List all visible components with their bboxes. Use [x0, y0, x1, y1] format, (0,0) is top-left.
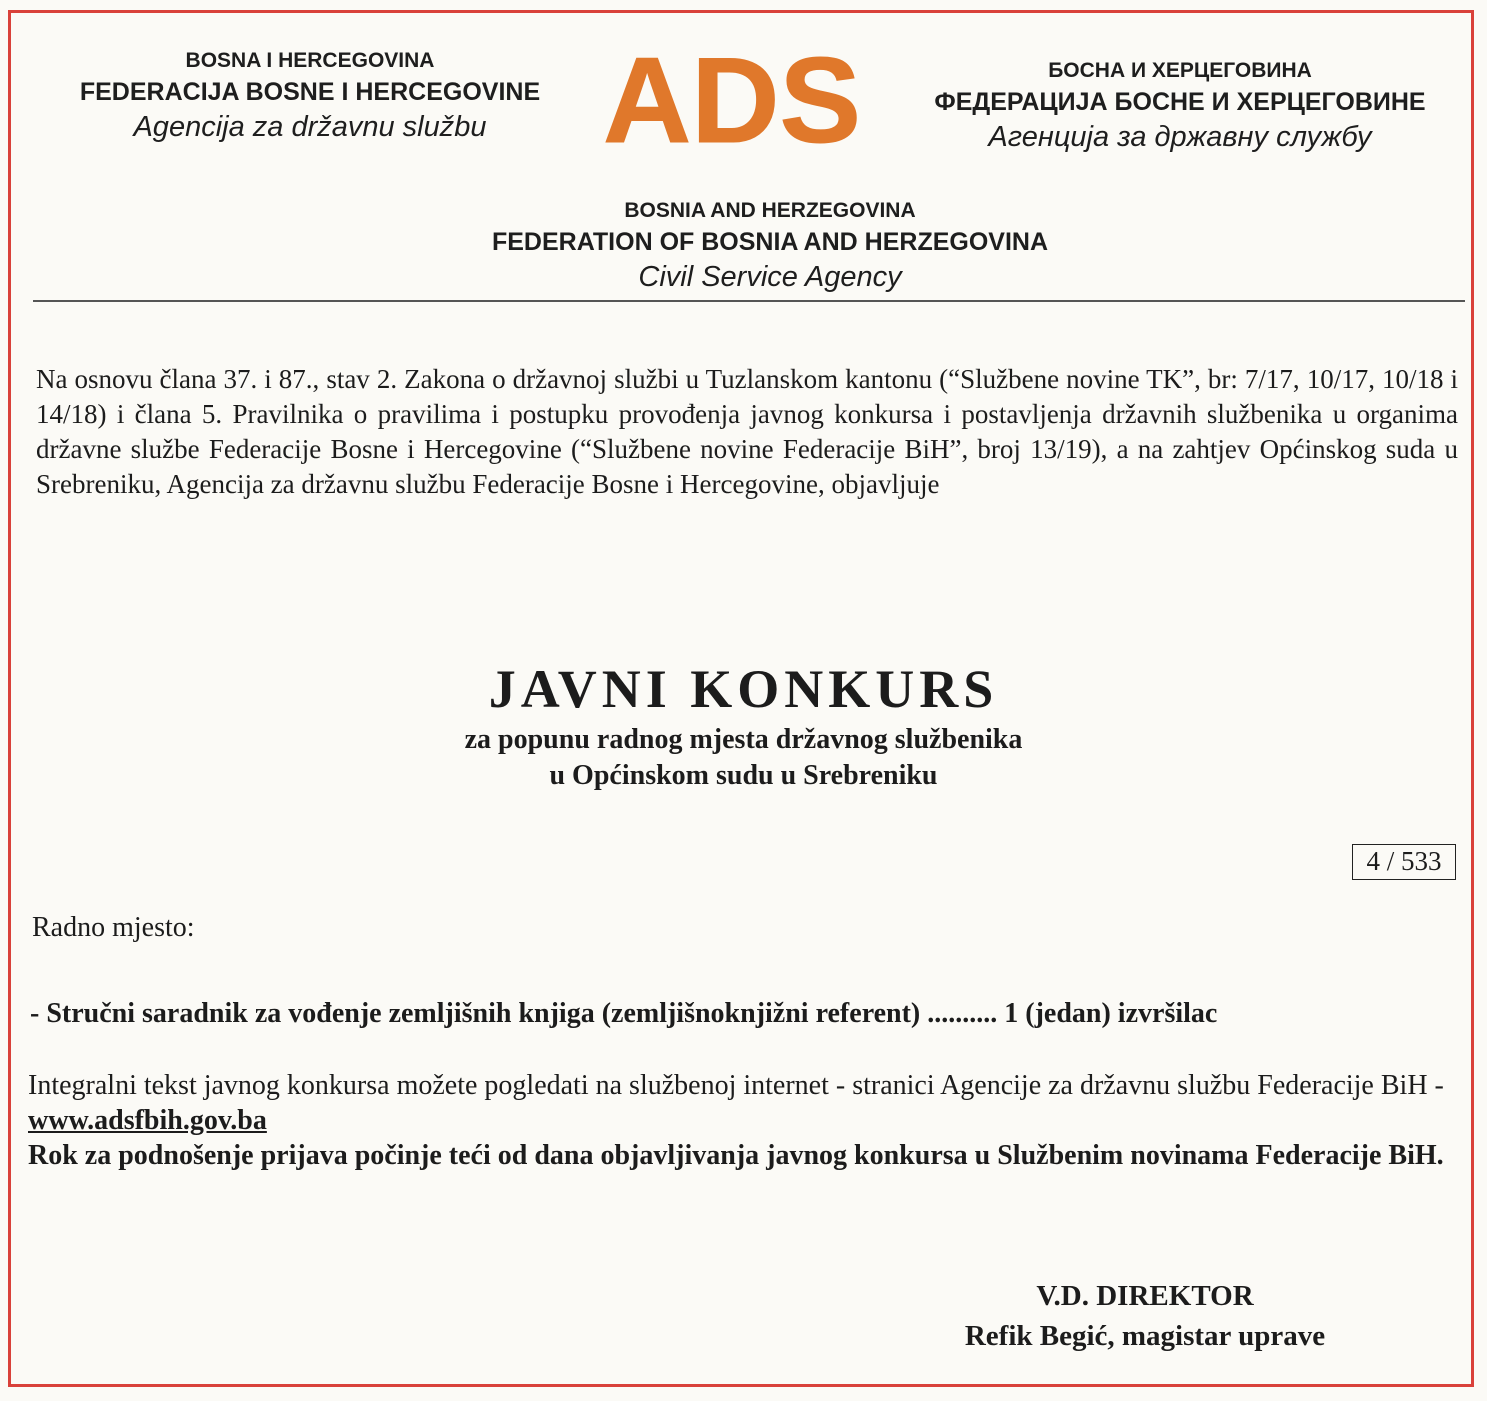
header-left-agency: Agencija za državnu službu [133, 111, 487, 143]
deadline-note: Rok za podnošenje prijava počinje teći od dana objavljivanja javnog konkursa u Službenim novinama Federacije BiH. [28, 1140, 1444, 1171]
ads-logo-text: ADS [603, 42, 861, 154]
header-center-federation: FEDERATION OF BOSNIA AND HERZEGOVINA [491, 228, 1049, 256]
signature-title: V.D. DIREKTOR [1036, 1280, 1254, 1312]
header-center [430, 196, 1110, 296]
reference-number: 4 / 533 [1352, 844, 1456, 880]
position-entry: - Stručni saradnik za vođenje zemljišnih knjiga (zemljišnoknjižni referent) .......... 1 (jedan) izvršilac [30, 998, 1218, 1029]
signature-name: Refik Begić, magistar uprave [964, 1320, 1326, 1352]
notice-subtitle-1: za popunu radnog mjesta državnog službenika [464, 724, 1023, 755]
header-left [40, 46, 580, 146]
integral-text-block [28, 1068, 1458, 1173]
header-center-country: BOSNIA AND HERZEGOVINA [624, 199, 916, 222]
header-left-country: BOSNA I HERCEGOVINA [185, 49, 435, 72]
header-right [890, 56, 1470, 156]
ads-logo-graphic [600, 42, 865, 154]
header-center-agency: Civil Service Agency [638, 261, 902, 293]
ads-logo [600, 42, 865, 154]
header-right-country: БОСНА И ХЕРЦЕГОВИНА [1048, 59, 1312, 82]
header-right-agency: Агенција за државну службу [988, 121, 1372, 153]
header-left-federation: FEDERACIJA BOSNE I HERCEGOVINE [79, 78, 541, 106]
intro-paragraph: Na osnovu člana 37. i 87., stav 2. Zakona o državnoj službi u Tuzlanskom kantonu (“Službene novine TK”, br: 7/17, 10/17, 10/18 i 14/18) i člana 5. Pravilnika o pravilima i postupku provođenja javnog konkursa i postavljenja državnih službenika u organima državne službe Federacije Bosne i Hercegovine (“Službene novine Federacije BiH”, broj 13/19), a na zahtjev Općinskog suda u Srebreniku, Agencija za državnu službu Federacije Bosne i Hercegovine, objavljuje [36, 364, 1458, 499]
notice-subtitle-2: u Općinskom sudu u Srebreniku [549, 760, 938, 791]
position-label: Radno mjesto: [32, 912, 195, 943]
agency-website-link[interactable]: www.adsfbih.gov.ba [28, 1105, 267, 1136]
header-divider [33, 300, 1465, 302]
integral-text: Integralni tekst javnog konkursa možete pogledati na službenoj internet - stranici Agencije za državnu službu Federacije BiH - [28, 1070, 1444, 1101]
header-right-federation: ФЕДЕРАЦИЈА БОСНЕ И ХЕРЦЕГОВИНЕ [934, 88, 1426, 116]
notice-title: JAVNI KONKURS [488, 659, 999, 719]
